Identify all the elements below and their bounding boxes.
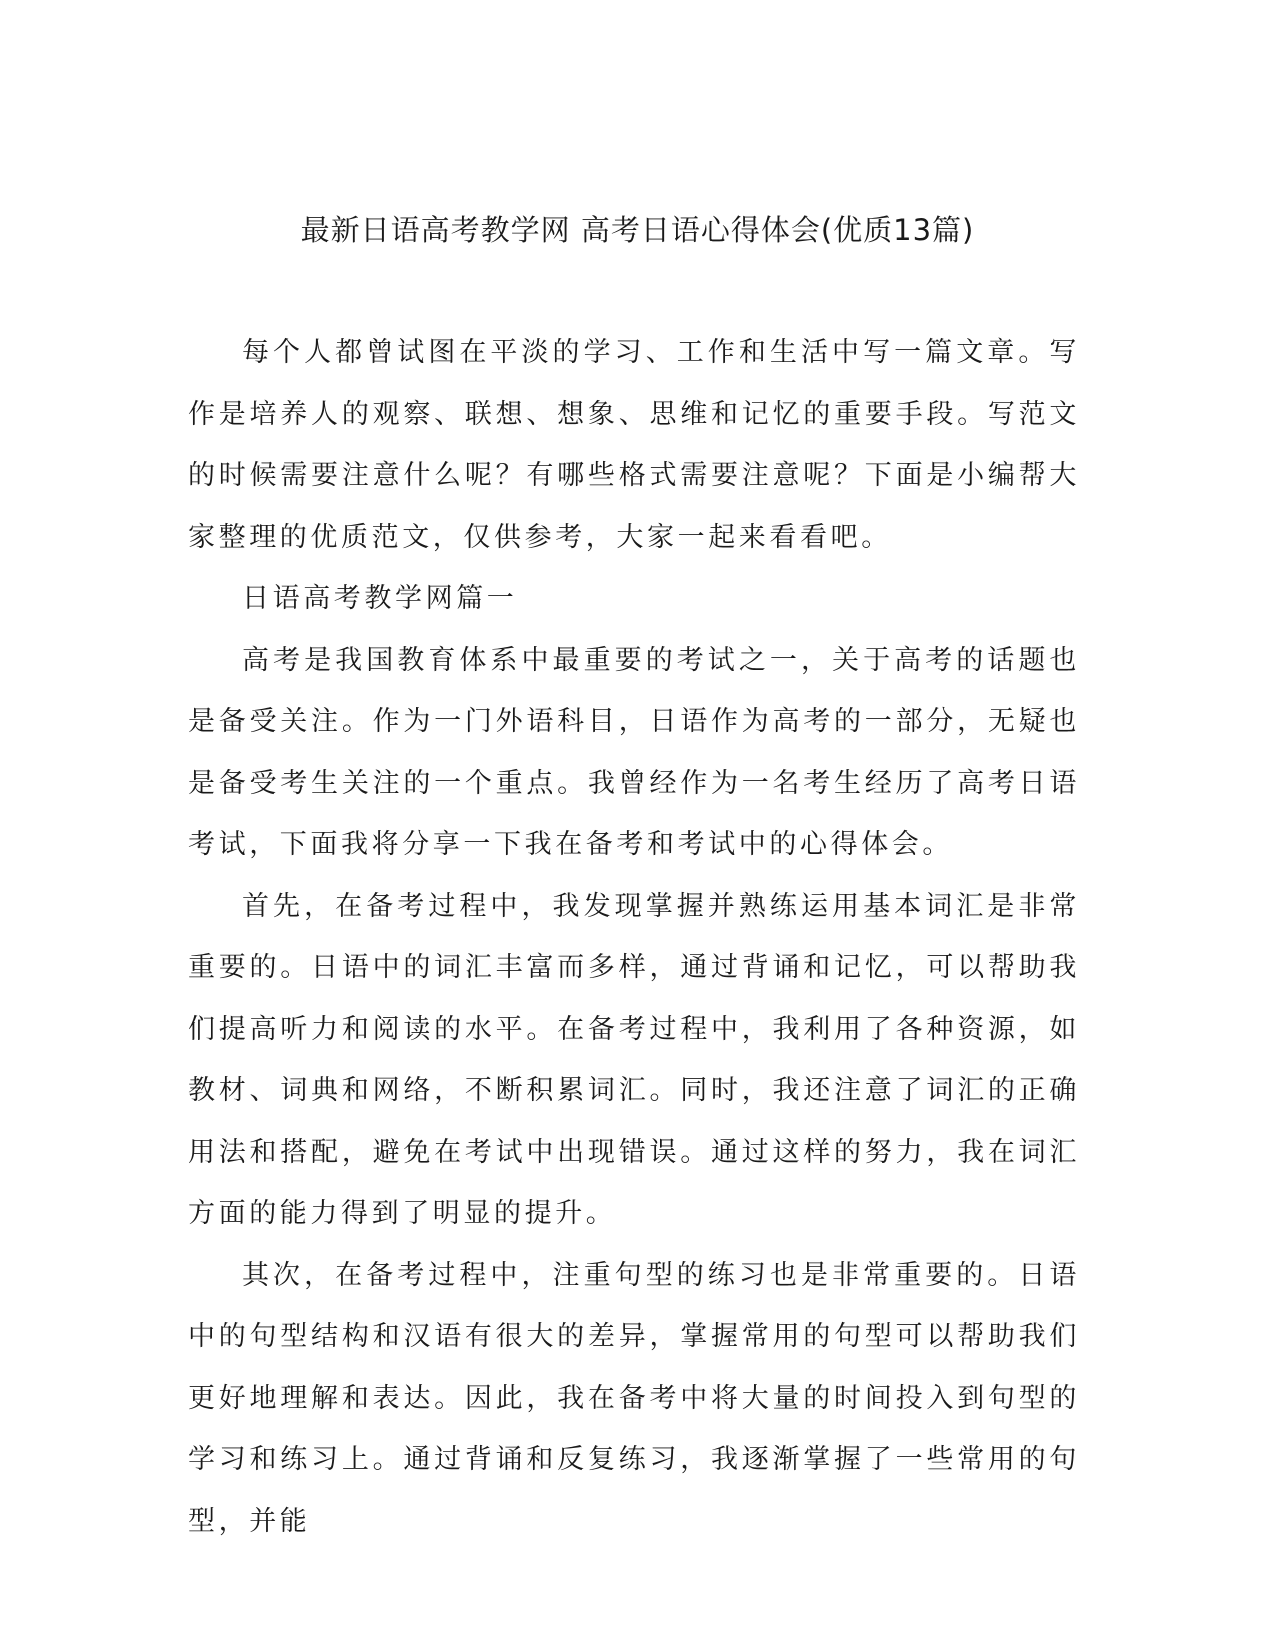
body-paragraph: 高考是我国教育体系中最重要的考试之一，关于高考的话题也是备受关注。作为一门外语科目，日语作为高考的一部分，无疑也是备受考生关注的一个重点。我曾经作为一名考生经历了高考日语考试，下面我将分享一下我在备考和考试中的心得体会。 <box>188 644 1080 860</box>
body-paragraph: 首先，在备考过程中，我发现掌握并熟练运用基本词汇是非常重要的。日语中的词汇丰富而多样，通过背诵和记忆，可以帮助我们提高听力和阅读的水平。在备考过程中，我利用了各种资源，如教材、词典和网络，不断积累词汇。同时，我还注意了词汇的正确用法和搭配，避免在考试中出现错误。通过这样的努力，我在词汇方面的能力得到了明显的提升。 <box>188 890 1080 1229</box>
intro-paragraph: 每个人都曾试图在平淡的学习、工作和生活中写一篇文章。写作是培养人的观察、联想、想象、思维和记忆的重要手段。写范文的时候需要注意什么呢？有哪些格式需要注意呢？下面是小编帮大家整理的优质范文，仅供参考，大家一起来看看吧。 <box>188 337 1080 553</box>
document-title: 最新日语高考教学网 高考日语心得体会(优质13篇) <box>300 213 975 247</box>
document-body <box>188 322 1080 1552</box>
body-paragraph: 其次，在备考过程中，注重句型的练习也是非常重要的。日语中的句型结构和汉语有很大的差异，掌握常用的句型可以帮助我们更好地理解和表达。因此，我在备考中将大量的时间投入到句型的学习和练习上。通过背诵和反复练习，我逐渐掌握了一些常用的句型，并能 <box>188 1259 1080 1537</box>
section-heading: 日语高考教学网篇一 <box>242 583 518 614</box>
